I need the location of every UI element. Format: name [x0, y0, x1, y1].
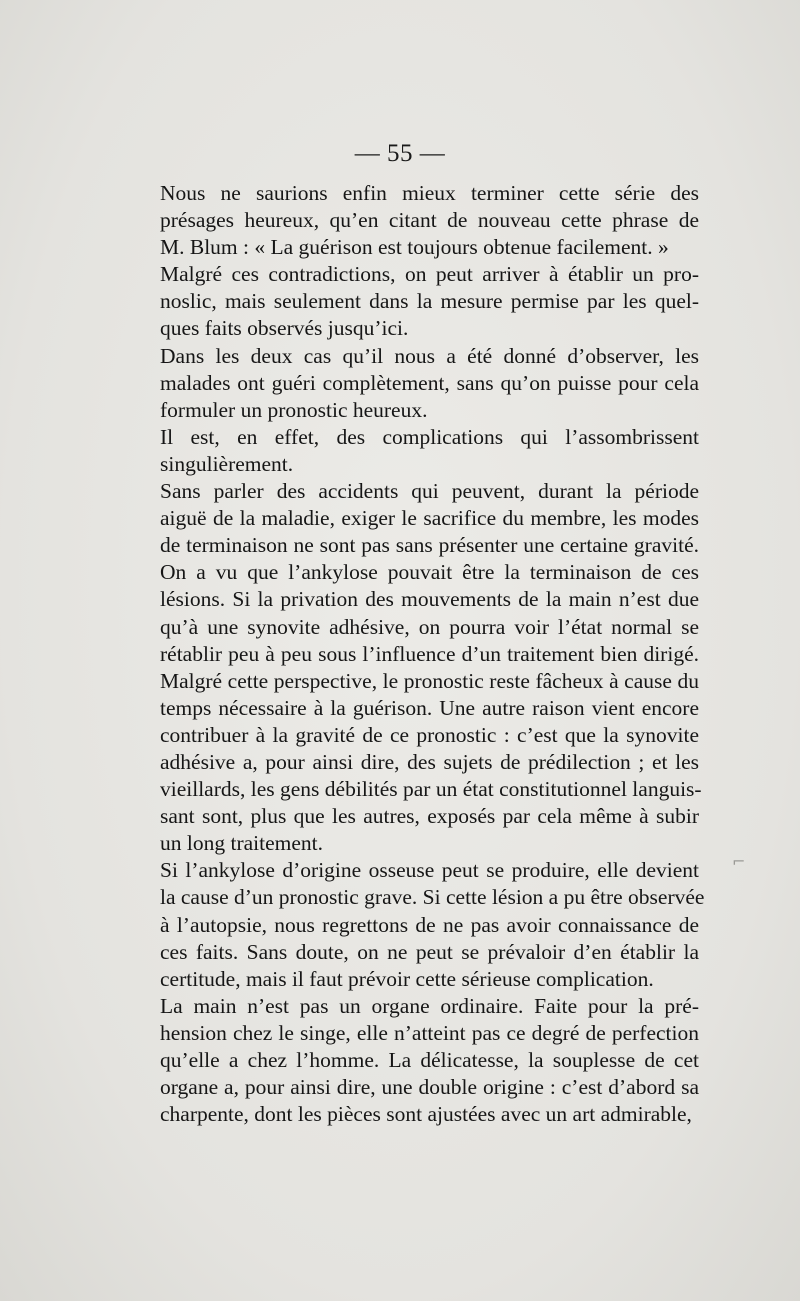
text-line: organe a, pour ainsi dire, une double origine : c’est d’abord sa — [160, 1075, 699, 1100]
text-line: un long traitement. — [160, 831, 324, 856]
text-line: malades ont guéri complètement, sans qu’on puisse pour cela — [160, 370, 699, 395]
text-line: Si l’ankylose d’origine osseuse peut se produire, elle devient — [160, 858, 699, 883]
text-line: ques faits observés jusqu’ici. — [160, 316, 409, 341]
paragraph — [142, 261, 699, 342]
paragraph — [142, 478, 702, 857]
paragraph — [142, 993, 699, 1128]
text-line: de terminaison ne sont pas sans présenter une certaine gravité. — [160, 533, 699, 558]
text-line: la cause d’un pronostic grave. Si cette lésion a pu être observée — [160, 885, 705, 910]
text-line: Il est, en effet, des complications qui l’assombrissent — [160, 424, 699, 449]
text-line: adhésive a, pour ainsi dire, des sujets de prédilection ; et les — [160, 749, 699, 774]
paragraph — [142, 857, 705, 992]
text-line: contribuer à la gravité de ce pronostic : c’est que la synovite — [160, 722, 699, 747]
page-number: — 55 — — [354, 140, 446, 167]
text-line: lésions. Si la privation des mouvements de la main n’est due — [160, 587, 699, 612]
paragraph — [142, 180, 699, 261]
text-line: qu’à une synovite adhésive, on pourra voir l’état normal se — [160, 614, 699, 639]
text-line: Malgré ces contradictions, on peut arriver à établir un pro- — [160, 262, 699, 287]
text-line: ces faits. Sans doute, on ne peut se prévaloir d’en établir la — [160, 939, 699, 964]
text-line: M. Blum : « La guérison est toujours obtenue facilement. » — [160, 235, 669, 260]
text-line: vieillards, les gens débilités par un état constitutionnel languis- — [160, 777, 702, 802]
text-line: certitude, mais il faut prévoir cette sérieuse complication. — [160, 966, 654, 991]
text-line: à l’autopsie, nous regrettons de ne pas avoir connaissance de — [160, 912, 699, 937]
body-text — [142, 180, 705, 1128]
text-line: rétablir peu à peu sous l’influence d’un traitement bien dirigé. — [160, 641, 699, 666]
text-line: formuler un pronostic heureux. — [160, 397, 428, 422]
text-line: aiguë de la maladie, exiger le sacrifice du membre, les modes — [160, 506, 699, 531]
text-line: singulièrement. — [160, 451, 294, 476]
text-line: qu’elle a chez l’homme. La délicatesse, la souplesse de cet — [160, 1048, 699, 1072]
text-line: sant sont, plus que les autres, exposés par cela même à subir — [160, 804, 699, 829]
text-line: présages heureux, qu’en citant de nouveau cette phrase de — [160, 208, 699, 233]
paragraph — [142, 424, 699, 478]
text-line: noslic, mais seulement dans la mesure permise par les quel- — [160, 289, 699, 314]
text-line: Dans les deux cas qu’il nous a été donné d’observer, les — [160, 343, 699, 368]
text-line: On a vu que l’ankylose pouvait être la terminaison de ces — [160, 560, 699, 585]
text-line: charpente, dont les pièces sont ajustées avec un art admirable, — [160, 1102, 692, 1127]
text-line: hension chez le singe, elle n’atteint pas ce degré de perfection — [160, 1020, 699, 1045]
margin-bracket-mark: ⌐ — [732, 852, 746, 871]
text-line: La main n’est pas un organe ordinaire. Faite pour la pré- — [160, 993, 699, 1018]
text-line: temps nécessaire à la guérison. Une autre raison vient encore — [160, 695, 699, 720]
text-line: Sans parler des accidents qui peuvent, durant la période — [160, 479, 699, 504]
text-line: Nous ne saurions enfin mieux terminer cette série des — [160, 181, 699, 205]
text-line: Malgré cette perspective, le pronostic reste fâcheux à cause du — [160, 668, 699, 693]
paragraph — [142, 343, 699, 424]
